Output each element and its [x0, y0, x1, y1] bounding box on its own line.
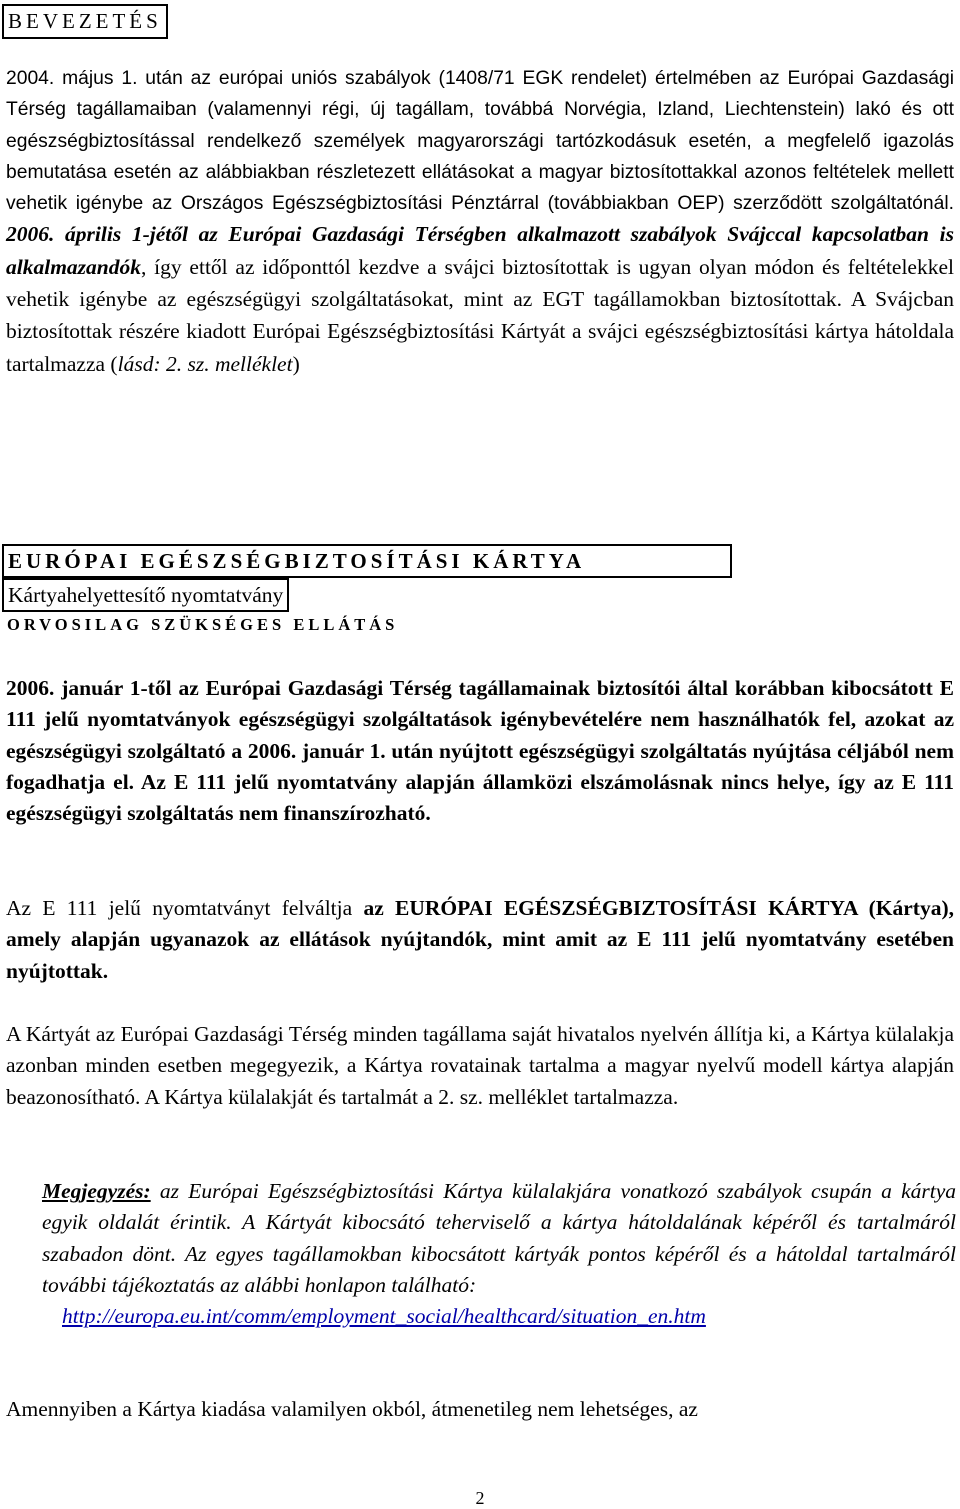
medical-care-heading: [7, 612, 398, 638]
e111-paragraph: [6, 673, 954, 829]
note-label: Megjegyzés:: [42, 1179, 151, 1203]
card-title: EURÓPAI EGÉSZSÉGBIZTOSÍTÁSI KÁRTYA: [8, 549, 586, 573]
swiss-rest: , így ettől az időponttól kezdve a svájci biztosítottak is ugyan olyan módon és feltételekkel vehetik igénybe az egészségügyi szolgáltatásokat, mint az EGT tagállamokban biztosítottak. A Svájcban biztosítottak részére kiadott Európai Egészségbiztosítási Kártyát a svájci egészségbiztosítási kártya hátoldala tartalmazza (: [6, 254, 954, 376]
intro-paragraph: [6, 63, 954, 381]
section-heading: BEVEZETÉS: [8, 9, 162, 33]
note-text: az Európai Egészségbiztosítási Kártya külalakjára vonatkozó szabályok csupán a kártya egyik oldalát érintik. A Kártyát kibocsátó teherviselő a kártya hátoldalának képéről és tartalmáról szabadon dönt. Az egyes tagállamokban kibocsátott kártyák pontos képéről és a hátoldal tartalmáról további tájékoztatás az alábbi honlapon található:: [42, 1179, 956, 1297]
closing-paren: ): [292, 351, 300, 376]
medical-care-heading-text: ORVOSILAG SZÜKSÉGES ELLÁTÁS: [7, 615, 399, 634]
e111-text: 2006. január 1-től az Európai Gazdasági Térség tagállamainak biztosítói által korábban kibocsátott E 111 jelű nyomtatványok egészségügyi szolgáltatások igénybevételére nem használhatók fel, azokat az egészségügyi szolgáltató a 2006. január 1. után nyújtott egészségügyi szolgáltatás nyújtása céljából nem fogadhatja el. Az E 111 jelű nyomtatvány alapján államközi elszámolásnak nincs helye, így az E 111 egészségügyi szolgáltatás nem finanszírozható.: [6, 676, 954, 826]
annex-ref: lásd: 2. sz. melléklet: [117, 351, 293, 376]
replacement-normal: Az E 111 jelű nyomtatványt felváltja: [6, 896, 364, 920]
note-paragraph: [42, 1176, 956, 1332]
card-subtitle-box: [2, 578, 289, 612]
healthcard-link[interactable]: http://europa.eu.int/comm/employment_social/healthcard/situation_en.htm: [62, 1304, 706, 1329]
last-paragraph: [6, 1394, 954, 1425]
last-text: Amennyiben a Kártya kiadása valamilyen okból, átmenetileg nem lehetséges, az: [6, 1397, 698, 1421]
card-subtitle: Kártyahelyettesítő nyomtatvány: [8, 583, 284, 607]
page-number: 2: [475, 1488, 485, 1508]
section-heading-box: [2, 4, 168, 39]
card-title-box: [2, 544, 732, 578]
card-appearance-paragraph: [6, 1019, 954, 1113]
replacement-paragraph: [6, 893, 954, 987]
replacement-bold: az EURÓPAI EGÉSZSÉGBIZTOSÍTÁSI KÁRTYA (Kártya), amely alapján ugyanazok az ellátások nyújtandók, mint amit az E 111 jelű nyomtatvány esetében nyújtottak.: [6, 896, 954, 983]
intro-lead: 2004. május 1. után az európai uniós szabályok (1408/71 EGK rendelet) értelmében az Európai Gazdasági Térség tagállamaiban (valamennyi régi, új tagállam, továbbá Norvégia, Izland, Liechtenstein) lakó és ott egészségbiztosítással rendelkező személyek magyarországi tartózkodásuk esetén, a megfelelő igazolás bemutatása esetén az alábbiakban részletezett ellátásokat a magyar biztosítottakkal azonos feltételek mellett vehetik igénybe az Országos Egészségbiztosítási Pénztárral (továbbiakban OEP) szerződött szolgáltatónál.: [6, 68, 954, 215]
card-appearance-text: A Kártyát az Európai Gazdasági Térség minden tagállama saját hivatalos nyelvén állítja ki, a Kártya külalakja azonban minden esetben megegyezik, a Kártya rovatainak tartalma a magyar nyelvű modell kártya alapján beazonosítható. A Kártya külalakját és tartalmát a 2. sz. melléklet tartalmazza.: [6, 1022, 954, 1109]
swiss-rule: 2006. április 1-jétől az Európai Gazdasági Térségben alkalmazott szabályok Svájccal kapcsolatban is alkalmazandók: [6, 222, 954, 279]
